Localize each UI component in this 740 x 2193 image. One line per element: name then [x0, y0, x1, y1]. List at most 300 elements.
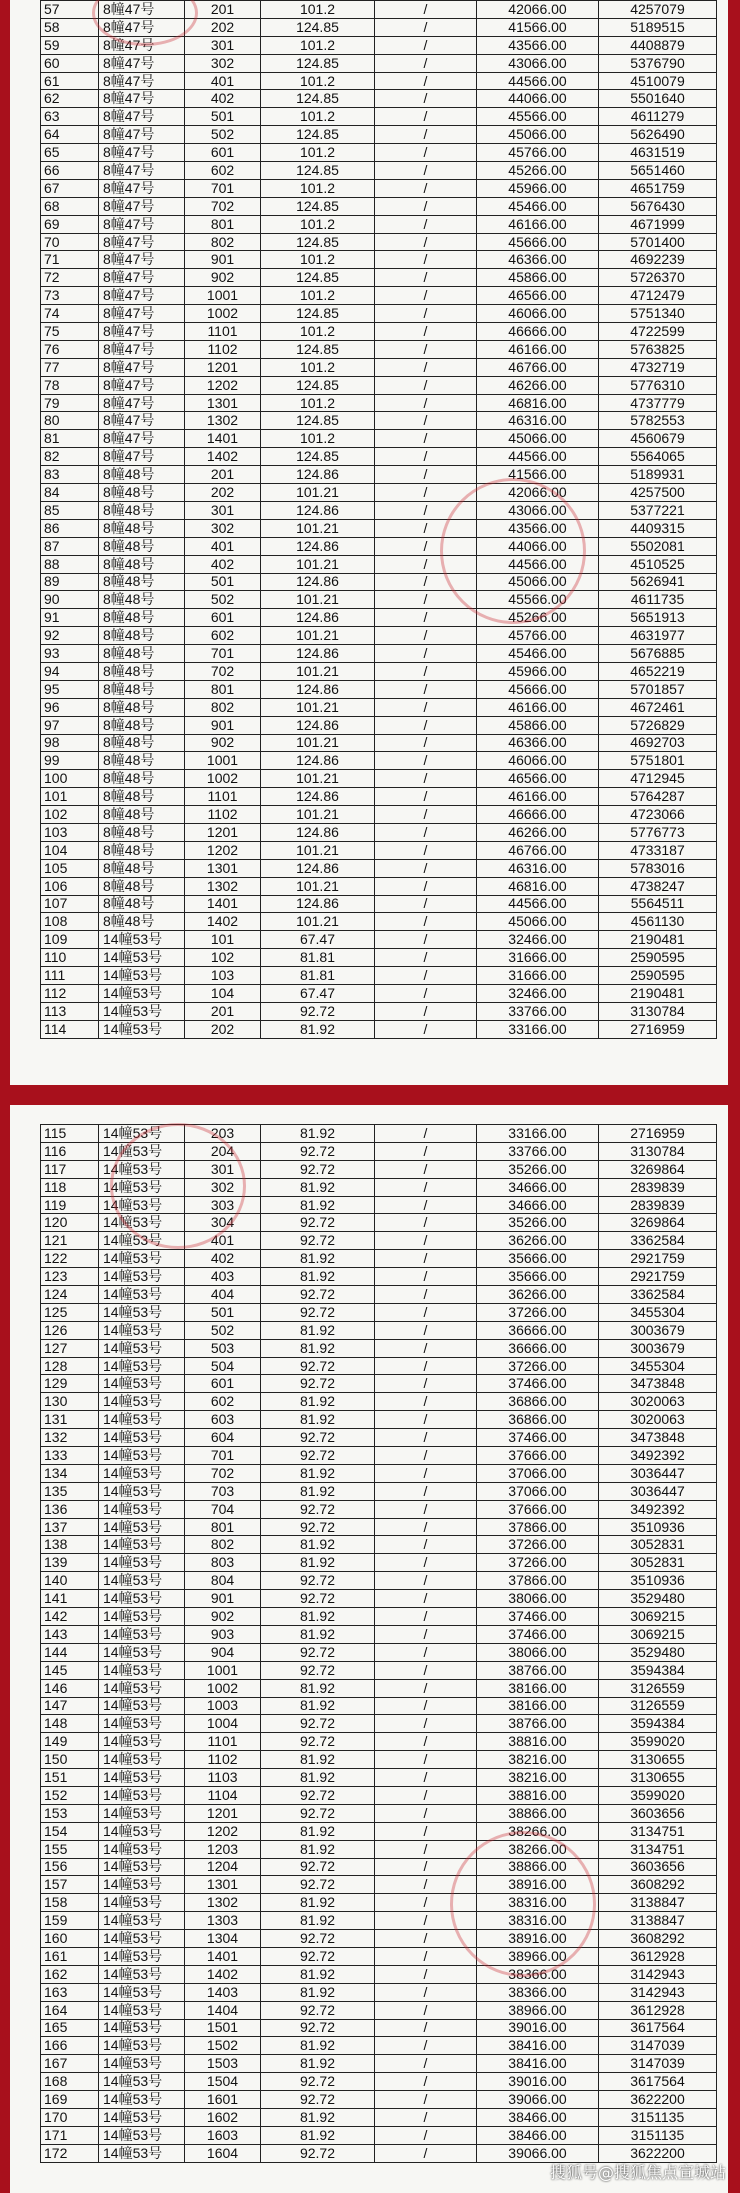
table-cell: 92.72 [261, 1947, 375, 1965]
table-cell: 4561130 [599, 913, 717, 931]
table-cell: 131 [41, 1411, 99, 1429]
table-cell: 1102 [185, 340, 261, 358]
table-cell: 5626941 [599, 573, 717, 591]
table-cell: 14幢53号 [99, 1214, 185, 1232]
table-cell: / [375, 1429, 477, 1447]
table-cell: 1302 [185, 1894, 261, 1912]
table-cell: 45866.00 [477, 269, 599, 287]
table-cell: 133 [41, 1447, 99, 1465]
table-row [41, 1858, 717, 1876]
table-cell: 66 [41, 162, 99, 180]
table-cell: 301 [185, 36, 261, 54]
table-cell: 79 [41, 394, 99, 412]
table-cell: 1301 [185, 859, 261, 877]
table-cell: 502 [185, 591, 261, 609]
table-cell: 1302 [185, 877, 261, 895]
table-cell: / [375, 1912, 477, 1930]
table-cell: 5564065 [599, 448, 717, 466]
table-cell: 64 [41, 126, 99, 144]
table-cell: 8幢48号 [99, 591, 185, 609]
table-cell: 149 [41, 1733, 99, 1751]
table-cell: 4671999 [599, 215, 717, 233]
table-cell: / [375, 1625, 477, 1643]
table-row [41, 1375, 717, 1393]
table-cell: 38416.00 [477, 2037, 599, 2055]
table-row [41, 1536, 717, 1554]
table-cell: / [375, 698, 477, 716]
table-cell: 92 [41, 627, 99, 645]
table-cell: 8幢48号 [99, 877, 185, 895]
table-cell: / [375, 1268, 477, 1286]
table-row [41, 1500, 717, 1518]
table-cell: 37666.00 [477, 1447, 599, 1465]
table-row [41, 2037, 717, 2055]
table-cell: / [375, 1840, 477, 1858]
table-cell: 101.21 [261, 591, 375, 609]
table-row [41, 2001, 717, 2019]
table-cell: 8幢47号 [99, 448, 185, 466]
table-cell: 5502081 [599, 537, 717, 555]
table-cell: 127 [41, 1339, 99, 1357]
table-cell: 81.92 [261, 1482, 375, 1500]
table-row [41, 859, 717, 877]
table-cell: 81.92 [261, 1321, 375, 1339]
table-cell: 1304 [185, 1930, 261, 1948]
table-cell: 104 [41, 841, 99, 859]
table-cell: 5763825 [599, 340, 717, 358]
table-cell: / [375, 984, 477, 1002]
table-cell: 3599020 [599, 1786, 717, 1804]
table-cell: 8幢48号 [99, 716, 185, 734]
table-cell: 1303 [185, 1912, 261, 1930]
table-cell: 101.2 [261, 108, 375, 126]
table-cell: / [375, 1965, 477, 1983]
table-cell: 1203 [185, 1840, 261, 1858]
table-cell: 124 [41, 1286, 99, 1304]
table-cell: 44566.00 [477, 72, 599, 90]
table-cell: / [375, 1590, 477, 1608]
table-row [41, 412, 717, 430]
table-row [41, 233, 717, 251]
table-cell: 703 [185, 1482, 261, 1500]
table-cell: 45766.00 [477, 144, 599, 162]
table-cell: 1201 [185, 358, 261, 376]
table-cell: 92.72 [261, 1160, 375, 1178]
table-cell: 65 [41, 144, 99, 162]
table-cell: 801 [185, 1518, 261, 1536]
table-cell: 124.86 [261, 716, 375, 734]
table-cell: 137 [41, 1518, 99, 1536]
table-cell: 124.85 [261, 412, 375, 430]
table-cell: 68 [41, 197, 99, 215]
table-row [41, 823, 717, 841]
table-cell: 701 [185, 645, 261, 663]
table-cell: 503 [185, 1339, 261, 1357]
table-cell: 1504 [185, 2073, 261, 2091]
table-cell: / [375, 162, 477, 180]
table-cell: 124.86 [261, 609, 375, 627]
table-cell: 3147039 [599, 2055, 717, 2073]
table-cell: / [375, 1661, 477, 1679]
table-cell: 702 [185, 1464, 261, 1482]
table-cell: 602 [185, 1393, 261, 1411]
table-cell: 39016.00 [477, 2019, 599, 2037]
table-cell: 502 [185, 126, 261, 144]
table-cell: / [375, 2108, 477, 2126]
table-row [41, 1983, 717, 2001]
table-cell: 8幢47号 [99, 36, 185, 54]
table-cell: 162 [41, 1965, 99, 1983]
table-cell: 902 [185, 734, 261, 752]
table-cell: 3126559 [599, 1679, 717, 1697]
table-cell: 8幢48号 [99, 519, 185, 537]
table-cell: / [375, 179, 477, 197]
table-row [41, 1661, 717, 1679]
table-cell: 81.92 [261, 1250, 375, 1268]
table-cell: / [375, 1357, 477, 1375]
table-cell: 150 [41, 1751, 99, 1769]
table-cell: / [375, 36, 477, 54]
table-cell: 172 [41, 2144, 99, 2162]
table-cell: 38266.00 [477, 1822, 599, 1840]
table-cell: 701 [185, 1447, 261, 1465]
table-cell: 112 [41, 984, 99, 1002]
table-cell: 101.2 [261, 251, 375, 269]
table-cell: 8幢48号 [99, 645, 185, 663]
table-row [41, 179, 717, 197]
table-cell: 37266.00 [477, 1554, 599, 1572]
table-cell: 81.92 [261, 1268, 375, 1286]
table-cell: / [375, 2001, 477, 2019]
table-cell: 67 [41, 179, 99, 197]
table-cell: 4409315 [599, 519, 717, 537]
table-cell: 92.72 [261, 1286, 375, 1304]
table-cell: / [375, 448, 477, 466]
table-cell: 92.72 [261, 2019, 375, 2037]
table-cell: 92.72 [261, 1002, 375, 1020]
table-cell: 8幢48号 [99, 537, 185, 555]
table-cell: / [375, 913, 477, 931]
table-cell: / [375, 1536, 477, 1554]
table-row [41, 1572, 717, 1590]
table-row [41, 376, 717, 394]
table-cell: 14幢53号 [99, 1250, 185, 1268]
table-row [41, 305, 717, 323]
table-cell: / [375, 680, 477, 698]
table-cell: 38316.00 [477, 1894, 599, 1912]
table-cell: 38966.00 [477, 1947, 599, 1965]
table-cell: / [375, 1303, 477, 1321]
table-cell: 124.85 [261, 18, 375, 36]
table-row [41, 269, 717, 287]
table-cell: 5726829 [599, 716, 717, 734]
table-cell: 88 [41, 555, 99, 573]
table-cell: 3142943 [599, 1983, 717, 2001]
table-cell: 130 [41, 1393, 99, 1411]
table-cell: 169 [41, 2091, 99, 2109]
table-cell: 2716959 [599, 1020, 717, 1038]
table-cell: / [375, 823, 477, 841]
table-cell: 90 [41, 591, 99, 609]
table-cell: 101.21 [261, 698, 375, 716]
table-cell: 37666.00 [477, 1500, 599, 1518]
table-row [41, 1357, 717, 1375]
table-cell: 402 [185, 90, 261, 108]
table-cell: 301 [185, 501, 261, 519]
table-cell: 8幢48号 [99, 466, 185, 484]
table-row [41, 2073, 717, 2091]
table-cell: 1103 [185, 1769, 261, 1787]
table-cell: / [375, 555, 477, 573]
table-cell: / [375, 466, 477, 484]
table-cell: 14幢53号 [99, 1375, 185, 1393]
table-cell: 14幢53号 [99, 1232, 185, 1250]
table-cell: 81.92 [261, 1020, 375, 1038]
table-cell: 1002 [185, 1679, 261, 1697]
table-cell: 101.2 [261, 144, 375, 162]
table-cell: 1202 [185, 841, 261, 859]
table-cell: 39066.00 [477, 2144, 599, 2162]
table-cell: 92.72 [261, 1232, 375, 1250]
table-cell: 124.85 [261, 448, 375, 466]
table-cell: 8幢47号 [99, 54, 185, 72]
table-cell: 37466.00 [477, 1625, 599, 1643]
table-cell: 14幢53号 [99, 931, 185, 949]
table-row [41, 2091, 717, 2109]
table-cell: 124.86 [261, 895, 375, 913]
table-cell: 801 [185, 215, 261, 233]
official-stamp [110, 1123, 246, 1249]
table-cell: 45266.00 [477, 162, 599, 180]
table-cell: 8幢47号 [99, 251, 185, 269]
table-cell: 701 [185, 179, 261, 197]
table-cell: 124.86 [261, 573, 375, 591]
table-cell: 92.72 [261, 2001, 375, 2019]
table-row [41, 1464, 717, 1482]
table-row [41, 1590, 717, 1608]
table-cell: / [375, 949, 477, 967]
table-cell: 8幢48号 [99, 788, 185, 806]
table-cell: 122 [41, 1250, 99, 1268]
table-cell: 604 [185, 1429, 261, 1447]
table-cell: 92.72 [261, 1357, 375, 1375]
table-cell: / [375, 519, 477, 537]
table-cell: 45266.00 [477, 609, 599, 627]
table-cell: 801 [185, 680, 261, 698]
table-cell: 41566.00 [477, 466, 599, 484]
table-cell: 81.92 [261, 1464, 375, 1482]
table-cell: 3134751 [599, 1840, 717, 1858]
table-cell: 3020063 [599, 1411, 717, 1429]
table-row [41, 734, 717, 752]
table-cell: 101 [41, 788, 99, 806]
table-row [41, 841, 717, 859]
table-cell: 81.92 [261, 1983, 375, 2001]
table-cell: / [375, 501, 477, 519]
table-cell: 43566.00 [477, 36, 599, 54]
table-cell: 14幢53号 [99, 2001, 185, 2019]
price-table-1-body [41, 1, 717, 1039]
table-cell: 5189515 [599, 18, 717, 36]
table-cell: 81.92 [261, 2108, 375, 2126]
table-cell: 4738247 [599, 877, 717, 895]
table-cell: 3612928 [599, 1947, 717, 1965]
table-cell: 37266.00 [477, 1536, 599, 1554]
table-cell: 46566.00 [477, 287, 599, 305]
table-cell: 14幢53号 [99, 1393, 185, 1411]
table-cell: 92.72 [261, 1303, 375, 1321]
table-row [41, 1002, 717, 1020]
table-cell: 3130784 [599, 1002, 717, 1020]
table-cell: / [375, 376, 477, 394]
table-cell: 46316.00 [477, 412, 599, 430]
table-row [41, 126, 717, 144]
table-cell: 1301 [185, 394, 261, 412]
table-cell: 38216.00 [477, 1769, 599, 1787]
table-cell: 101.2 [261, 1, 375, 19]
table-cell: 37466.00 [477, 1608, 599, 1626]
table-cell: 140 [41, 1572, 99, 1590]
table-row [41, 466, 717, 484]
table-cell: 3036447 [599, 1482, 717, 1500]
table-cell: 101.2 [261, 36, 375, 54]
table-cell: 101.2 [261, 394, 375, 412]
table-cell: 8幢48号 [99, 913, 185, 931]
table-cell: 3147039 [599, 2037, 717, 2055]
table-cell: 81.92 [261, 1912, 375, 1930]
table-row [41, 323, 717, 341]
table-cell: 92.72 [261, 1572, 375, 1590]
table-cell: / [375, 1125, 477, 1143]
table-cell: 14幢53号 [99, 1020, 185, 1038]
table-cell: 45766.00 [477, 627, 599, 645]
table-cell: 14幢53号 [99, 2144, 185, 2162]
table-cell: 43066.00 [477, 501, 599, 519]
table-cell: 101.2 [261, 358, 375, 376]
table-cell: 8幢47号 [99, 108, 185, 126]
table-cell: 3003679 [599, 1321, 717, 1339]
table-cell: 1003 [185, 1697, 261, 1715]
table-row [41, 770, 717, 788]
table-cell: 92.72 [261, 1590, 375, 1608]
table-cell: / [375, 305, 477, 323]
table-cell: 302 [185, 54, 261, 72]
table-cell: / [375, 1679, 477, 1697]
table-cell: 3612928 [599, 2001, 717, 2019]
table-cell: 92.72 [261, 1518, 375, 1536]
table-cell: 14幢53号 [99, 1536, 185, 1554]
table-cell: 902 [185, 269, 261, 287]
table-cell: / [375, 662, 477, 680]
table-cell: / [375, 1178, 477, 1196]
price-list-sheet-2 [10, 1105, 728, 2193]
table-cell: 3036447 [599, 1464, 717, 1482]
table-cell: 38916.00 [477, 1876, 599, 1894]
table-cell: 903 [185, 1625, 261, 1643]
table-cell: / [375, 931, 477, 949]
table-cell: 143 [41, 1625, 99, 1643]
table-cell: 141 [41, 1590, 99, 1608]
table-cell: 8幢48号 [99, 573, 185, 591]
table-cell: 45866.00 [477, 716, 599, 734]
table-cell: 81.92 [261, 1769, 375, 1787]
table-cell: 101.21 [261, 877, 375, 895]
table-cell: 14幢53号 [99, 1608, 185, 1626]
table-cell: 3003679 [599, 1339, 717, 1357]
table-cell: / [375, 1196, 477, 1214]
table-cell: 124.86 [261, 823, 375, 841]
table-cell: 80 [41, 412, 99, 430]
table-cell: 152 [41, 1786, 99, 1804]
table-cell: 45566.00 [477, 108, 599, 126]
table-cell: 81.92 [261, 1536, 375, 1554]
table-cell: 4732719 [599, 358, 717, 376]
table-cell: 14幢53号 [99, 1482, 185, 1500]
table-cell: 95 [41, 680, 99, 698]
table-cell: 5782553 [599, 412, 717, 430]
table-cell: 4257500 [599, 484, 717, 502]
table-cell: 3151135 [599, 2126, 717, 2144]
table-cell: 5651460 [599, 162, 717, 180]
table-cell: / [375, 1250, 477, 1268]
table-cell: 46166.00 [477, 698, 599, 716]
table-cell: 31666.00 [477, 967, 599, 985]
table-cell: 35666.00 [477, 1250, 599, 1268]
table-cell: 4257079 [599, 1, 717, 19]
table-cell: / [375, 323, 477, 341]
table-cell: 14幢53号 [99, 1679, 185, 1697]
table-cell: 92.72 [261, 1661, 375, 1679]
table-cell: 2190481 [599, 931, 717, 949]
table-cell: 14幢53号 [99, 1464, 185, 1482]
table-cell: 204 [185, 1142, 261, 1160]
table-cell: 71 [41, 251, 99, 269]
table-cell: 5751801 [599, 752, 717, 770]
table-cell: 4652219 [599, 662, 717, 680]
table-cell: 14幢53号 [99, 1840, 185, 1858]
table-cell: 8幢47号 [99, 90, 185, 108]
table-cell: 3622200 [599, 2091, 717, 2109]
table-cell: 46316.00 [477, 859, 599, 877]
table-cell: 3142943 [599, 1965, 717, 1983]
table-cell: 1603 [185, 2126, 261, 2144]
table-cell: 77 [41, 358, 99, 376]
table-cell: 14幢53号 [99, 1822, 185, 1840]
table-cell: / [375, 1858, 477, 1876]
table-cell: 101.21 [261, 770, 375, 788]
table-cell: / [375, 144, 477, 162]
table-cell: 8幢47号 [99, 72, 185, 90]
table-row [41, 895, 717, 913]
table-cell: 8幢47号 [99, 197, 185, 215]
table-cell: / [375, 841, 477, 859]
table-row [41, 877, 717, 895]
table-cell: 36266.00 [477, 1286, 599, 1304]
table-cell: 84 [41, 484, 99, 502]
table-cell: / [375, 1286, 477, 1304]
table-cell: 139 [41, 1554, 99, 1572]
table-row [41, 716, 717, 734]
table-cell: 101.21 [261, 841, 375, 859]
table-cell: 14幢53号 [99, 1751, 185, 1769]
table-cell: 124.86 [261, 537, 375, 555]
table-cell: 3130784 [599, 1142, 717, 1160]
table-cell: 302 [185, 519, 261, 537]
table-cell: 14幢53号 [99, 1447, 185, 1465]
table-cell: 14幢53号 [99, 2108, 185, 2126]
table-cell: 102 [41, 806, 99, 824]
table-cell: 14幢53号 [99, 1554, 185, 1572]
